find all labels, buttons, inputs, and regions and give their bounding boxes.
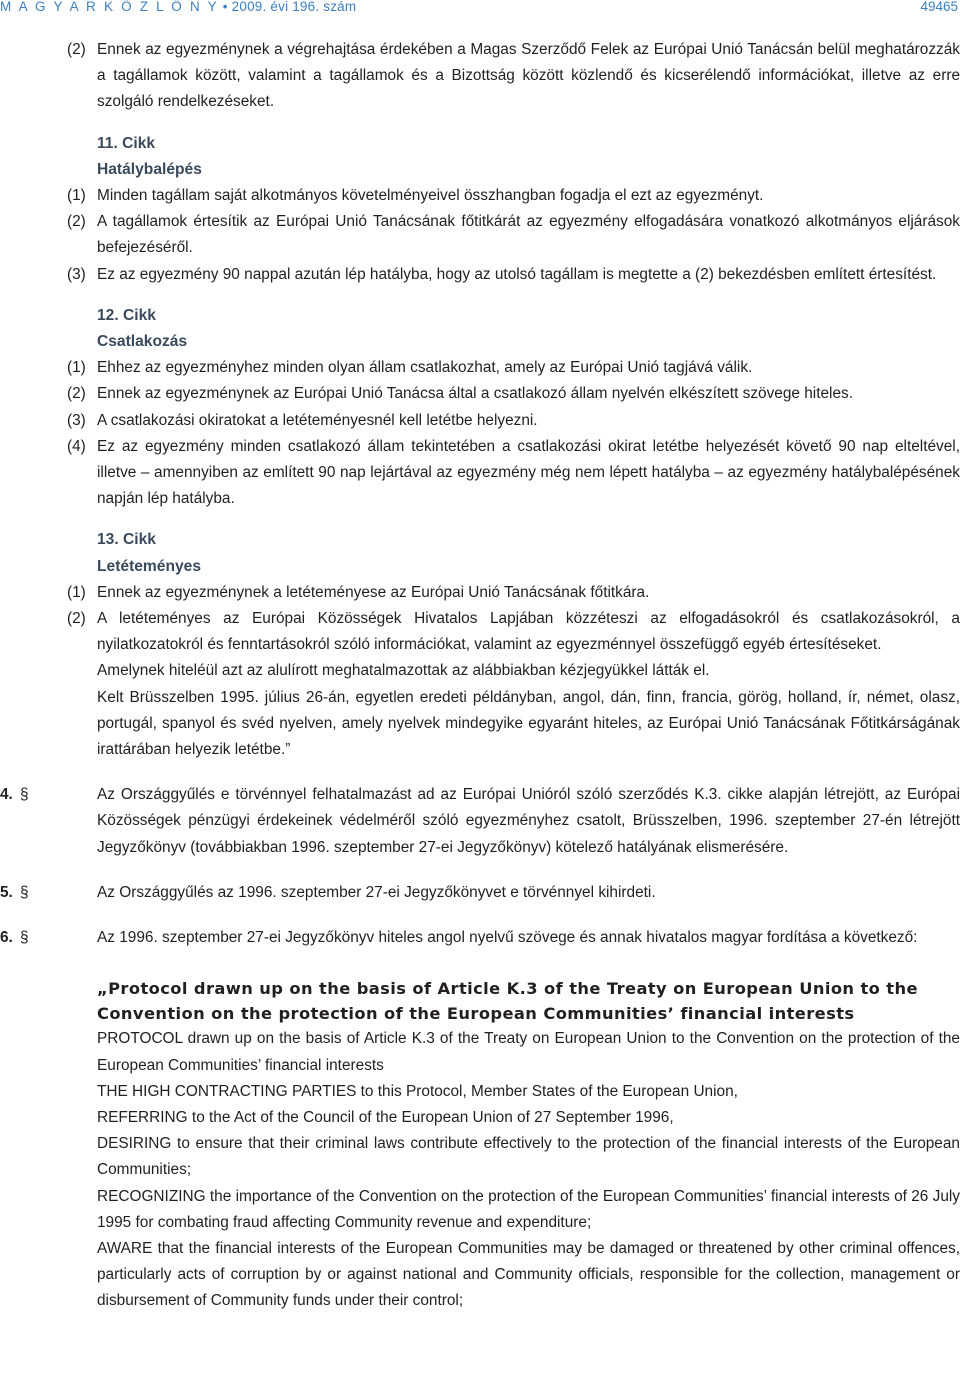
section-number: 6. [0, 929, 13, 947]
paragraph-text: Ennek az egyezménynek a letéteményese az Európai Unió Tanácsának főtitkára. [97, 583, 650, 601]
paragraph-text: A csatlakozási okiratokat a letéteményesnél kell letétbe helyezni. [97, 411, 538, 429]
section-sign: § [20, 929, 29, 947]
article-11-para-2 [0, 209, 960, 261]
paragraph-text: A tagállamok értesítik az Európai Unió Tanácsának főtitkárát az egyezmény elfogadására vonatkozó alkotmányos eljárások befejezéséről. [97, 213, 960, 257]
page-number: 49465 [920, 0, 958, 14]
section-4 [0, 782, 960, 861]
article-11-number: 11. Cikk [97, 134, 156, 152]
paragraph-number: (2) [67, 213, 86, 231]
paragraph-number: (2) [67, 610, 86, 628]
protocol-title-line-1: „Protocol drawn up on the basis of Article K.3 of the Treaty on European Union to the [97, 979, 918, 999]
article-13-para-2 [0, 606, 960, 658]
article-12-para-3 [0, 408, 960, 434]
protocol-line: THE HIGH CONTRACTING PARTIES to this Protocol, Member States of the European Union, [97, 1082, 738, 1100]
article-12-para-4 [0, 434, 960, 513]
issue-label: 2009. évi 196. szám [231, 0, 357, 14]
paragraph-number: (2) [67, 385, 86, 403]
paragraph-text: Ehhez az egyezményhez minden olyan állam csatlakozhat, amely az Európai Unió tagjává válik. [97, 359, 753, 377]
header-bullet: • [222, 0, 228, 14]
section-number: 4. [0, 786, 13, 804]
article-12-para-1 [0, 355, 960, 381]
paragraph-number: (3) [67, 265, 86, 283]
journal-title: M A G Y A R K Ö Z L Ö N Y [0, 0, 219, 14]
paragraph-number: (2) [67, 41, 86, 58]
article-11-para-1 [0, 183, 960, 209]
paragraph-text: Ez az egyezmény 90 nappal azután lép hatályba, hogy az utolsó tagállam is megtette a (2) bekezdésben említett értesítést. [97, 265, 937, 283]
section-6 [0, 925, 960, 951]
article-12-para-2 [0, 381, 960, 407]
page-header [0, 0, 960, 14]
paragraph-text: Ez az egyezmény minden csatlakozó állam tekintetében a csatlakozási okirat letétbe helyezését követő 90 nap elteltével, illetve – amennyiben az említett 90 nap lejártával az egyezmény még nem lépett hatályba – az egyezmény hatálybalépésének napján lép hatályba. [97, 437, 960, 508]
article-12-number: 12. Cikk [97, 306, 156, 324]
paragraph-text: Ennek az egyezménynek a végrehajtása érdekében a Magas Szerződő Felek az Európai Unió Tanácsán belül meghatározzák a tagállamok között, valamint a tagállamok és a Bizottság között közlendő és kicserélendő információkat, illetve az erre szolgáló rendelkezéseket. [97, 41, 960, 111]
protocol-line: RECOGNIZING the importance of the Convention on the protection of the European Communities’ financial interests of 26 July 1995 for combating fraud affecting Community revenue and expenditure; [97, 1187, 960, 1231]
protocol-line: AWARE that the financial interests of the European Communities may be damaged or threatened by other criminal offences, particularly acts of corruption by or against national and Community officials, responsible for the collection, management or disbursement of Community funds under their control; [97, 1239, 960, 1310]
article-12-title: Csatlakozás [97, 333, 188, 351]
protocol-title-line-2: Convention on the protection of the European Communities’ financial interests [97, 1003, 855, 1023]
paragraph-number: (3) [67, 411, 86, 429]
section-text: Az Országgyűlés e törvénnyel felhatalmazást ad az Európai Unióról szóló szerződés K.3. cikke alapján létrejött, az Európai Közösségek pénzügyi érdekeinek védelméről szóló egyezményhez csatolt, Brüsszelben, 1996. szeptember 27-én létrejött Jegyzőkönyv (továbbiakban 1996. szeptember 27-ei Jegyzőkönyv) kötelező hatályának elismerésére. [97, 786, 960, 856]
section-number: 5. [0, 883, 13, 901]
document-body [0, 37, 960, 1315]
intro-paragraph [0, 37, 960, 116]
paragraph-number: (1) [67, 187, 86, 205]
article-11-para-3 [0, 262, 960, 288]
paragraph-number: (1) [67, 359, 86, 377]
paragraph-number: (4) [67, 437, 86, 455]
article-13-number: 13. Cikk [97, 531, 156, 549]
section-text: Az 1996. szeptember 27-ei Jegyzőkönyv hiteles angol nyelvű szövege és annak hivatalos magyar fordítása a következő: [97, 929, 918, 947]
protocol-line: DESIRING to ensure that their criminal laws contribute effectively to the protection of the financial interests of the European Communities; [97, 1135, 960, 1179]
section-text: Az Országgyűlés az 1996. szeptember 27-ei Jegyzőkönyvet e törvénnyel kihirdeti. [97, 883, 656, 901]
paragraph-text: A letéteményes az Európai Közösségek Hivatalos Lapjában közzéteszi az elfogadásokról és csatlakozásokról, a nyilatkozatokról és fenntartásokról szóló információkat, valamint az egyezménnyel összefüggő egyéb értesítéseket. [97, 610, 960, 654]
protocol-line: PROTOCOL drawn up on the basis of Article K.3 of the Treaty on European Union to the Convention on the protection of the European Communities’ financial interests [97, 1030, 960, 1074]
section-5 [0, 880, 960, 906]
paragraph-number: (1) [67, 583, 86, 601]
journal-header [0, 0, 356, 14]
article-13-closing-2: Kelt Brüsszelben 1995. július 26-án, egyetlen eredeti példányban, angol, dán, finn, francia, görög, holland, ír, német, olasz, portugál, spanyol és svéd nyelven, amely nyelvek mindegyike egyaránt hiteles, az Európai Unió Tanácsának Főtitkárságának irattárában helyezik letétbe.” [97, 688, 960, 759]
paragraph-text: Minden tagállam saját alkotmányos követelményeivel összhangban fogadja el ezt az egyezményt. [97, 187, 764, 205]
section-sign: § [20, 883, 29, 901]
article-13-para-1 [0, 580, 960, 606]
article-13-closing-1: Amelynek hiteléül azt az alulírott meghatalmazottak az alábbiakban kézjegyükkel látták el. [97, 662, 710, 680]
article-11-title: Hatálybalépés [97, 160, 202, 178]
section-sign: § [20, 786, 29, 804]
article-13-title: Letéteményes [97, 557, 202, 575]
protocol-line: REFERRING to the Act of the Council of the European Union of 27 September 1996, [97, 1108, 674, 1126]
paragraph-text: Ennek az egyezménynek az Európai Unió Tanácsa által a csatlakozó állam nyelvén elkészített szövege hiteles. [97, 385, 853, 403]
